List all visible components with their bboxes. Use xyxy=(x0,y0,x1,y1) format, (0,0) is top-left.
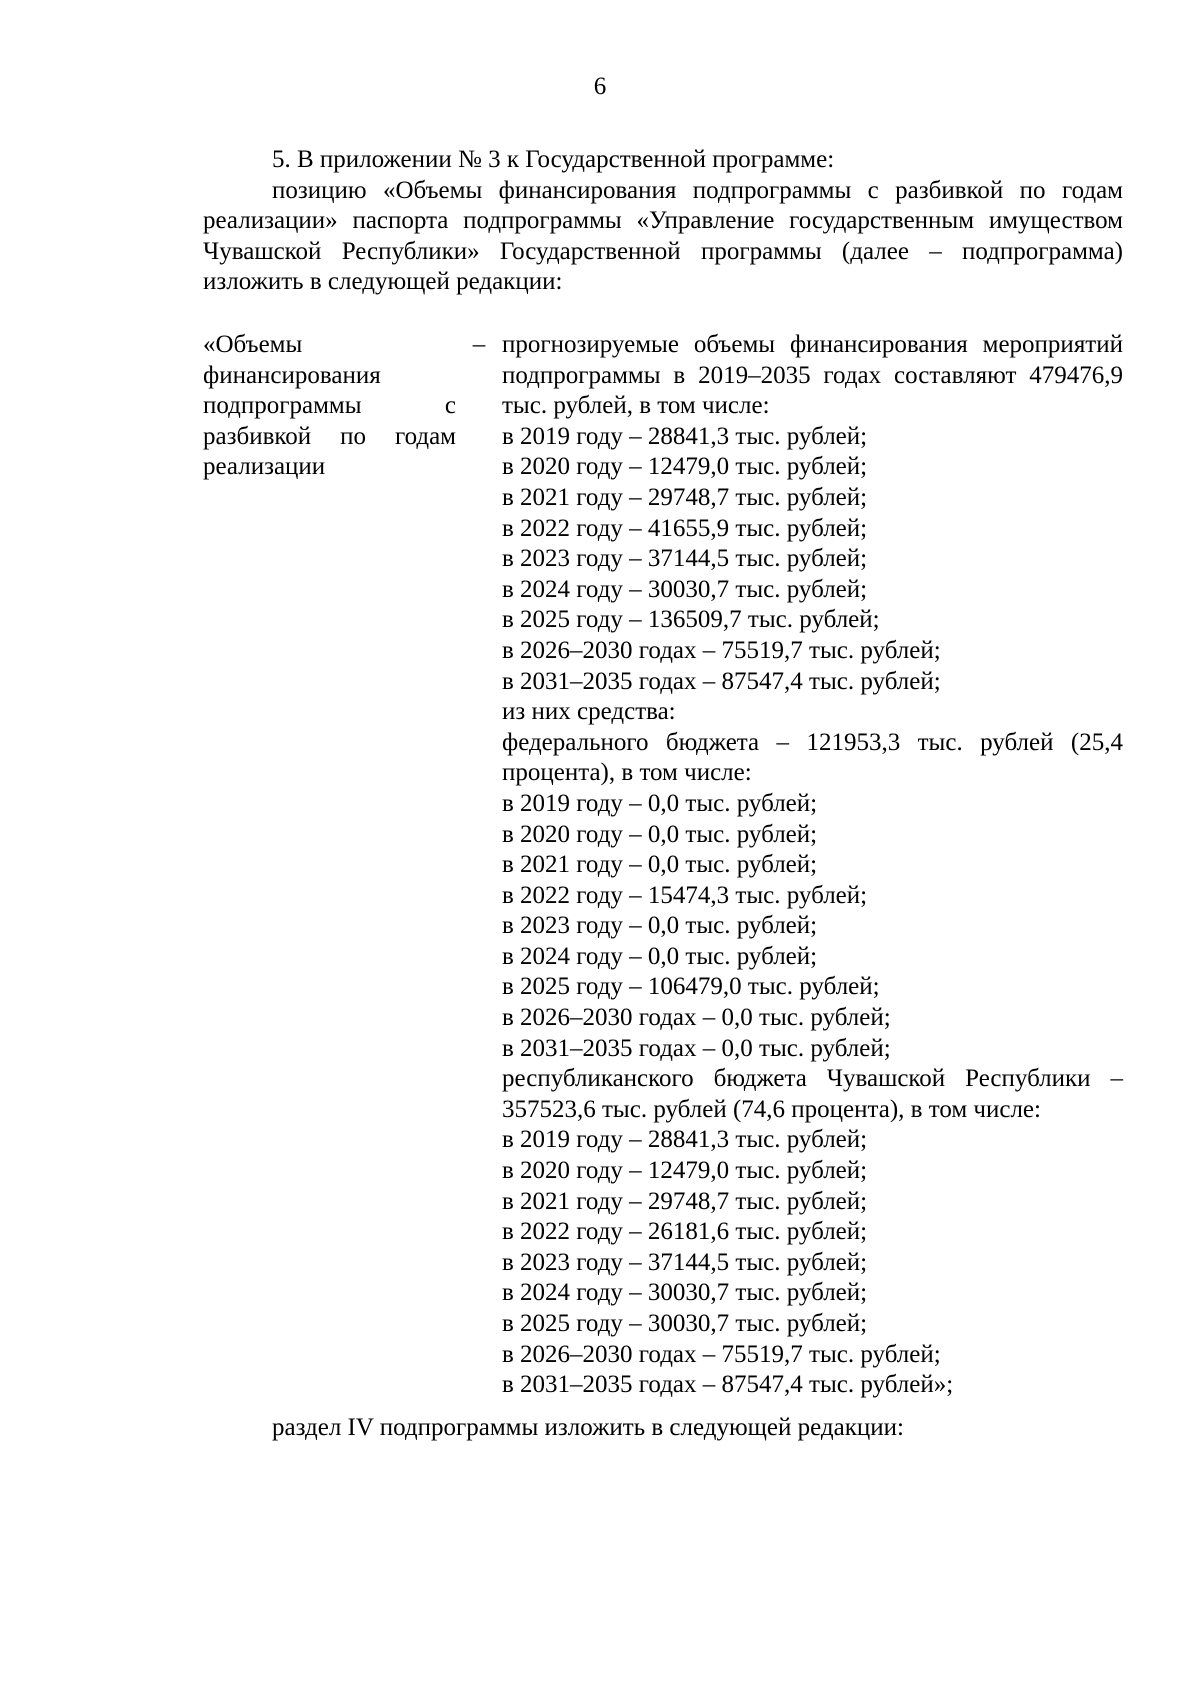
list-item: в 2023 году – 0,0 тыс. рублей; xyxy=(502,912,818,940)
list-item: в 2026–2030 годах – 75519,7 тыс. рублей; xyxy=(502,636,941,664)
list-item: в 2022 году – 26181,6 тыс. рублей; xyxy=(502,1218,868,1246)
list-item: в 2031–2035 годах – 87547,4 тыс. рублей; xyxy=(502,667,941,695)
list-item: в 2022 году – 41655,9 тыс. рублей; xyxy=(502,514,868,542)
list-item: в 2031–2035 годах – 0,0 тыс. рублей; xyxy=(502,1034,891,1062)
passport-content xyxy=(502,330,1123,1401)
list-item: в 2020 году – 0,0 тыс. рублей; xyxy=(502,820,818,848)
total-financing-text: прогнозируемые объемы финансирования мероприятий подпрограммы в 2019–2035 годах составляют 479476,9 тыс. рублей, в том числе: xyxy=(502,331,1123,420)
list-item: в 2021 году – 0,0 тыс. рублей; xyxy=(502,851,818,879)
list-item: в 2025 году – 30030,7 тыс. рублей; xyxy=(502,1310,868,1337)
list-item: в 2031–2035 годах – 87547,4 тыс. рублей»; xyxy=(502,1371,954,1399)
intro-paragraph-1: 5. В приложении № 3 к Государственной программе: xyxy=(272,146,835,173)
outro-paragraph: раздел IV подпрограммы изложить в следующей редакции: xyxy=(272,1414,904,1441)
list-item: в 2026–2030 годах – 0,0 тыс. рублей; xyxy=(502,1004,891,1032)
list-item: в 2019 году – 28841,3 тыс. рублей; xyxy=(502,1126,868,1154)
list-item: в 2019 году – 0,0 тыс. рублей; xyxy=(502,789,818,817)
intro-section xyxy=(203,145,1123,298)
list-item: в 2025 году – 106479,0 тыс. рублей; xyxy=(502,973,880,1001)
page-number: 6 xyxy=(593,73,607,100)
list-item: в 2021 году – 29748,7 тыс. рублей; xyxy=(502,1187,868,1215)
list-item: в 2024 году – 30030,7 тыс. рублей; xyxy=(502,575,868,603)
passport-dash: – xyxy=(472,331,486,358)
from-them-label: из них средства: xyxy=(502,698,676,726)
list-item: в 2023 году – 37144,5 тыс. рублей; xyxy=(502,545,868,573)
list-item: в 2021 году – 29748,7 тыс. рублей; xyxy=(502,483,868,511)
list-item: в 2023 году – 37144,5 тыс. рублей; xyxy=(502,1248,868,1276)
passport-label: «Объемы финансирования подпрограммы с разбивкой по годам реализации xyxy=(203,331,456,481)
list-item: в 2025 году – 136509,7 тыс. рублей; xyxy=(502,606,880,634)
list-item: в 2026–2030 годах – 75519,7 тыс. рублей; xyxy=(502,1340,941,1368)
intro-paragraph-2: позицию «Объемы финансирования подпрограммы с разбивкой по годам реализации» паспорта подпрограммы «Управление государственным имуществом Чувашской Республики» Государственной программы (далее – подпрограмма) изложить в следующей редакции: xyxy=(203,176,1123,296)
list-item: в 2024 году – 30030,7 тыс. рублей; xyxy=(502,1279,868,1307)
list-item: в 2024 году – 0,0 тыс. рублей; xyxy=(502,942,818,970)
list-item: в 2022 году – 15474,3 тыс. рублей; xyxy=(502,881,868,909)
federal-budget-text: федерального бюджета – 121953,3 тыс. рублей (25,4 процента), в том числе: xyxy=(502,728,1123,787)
list-item: в 2020 году – 12479,0 тыс. рублей; xyxy=(502,453,868,481)
list-item: в 2020 году – 12479,0 тыс. рублей; xyxy=(502,1157,868,1185)
republic-budget-text: республиканского бюджета Чувашской Республики – 357523,6 тыс. рублей (74,6 процента), в том числе: xyxy=(502,1065,1123,1123)
passport-position xyxy=(203,330,1123,1401)
list-item: в 2019 году – 28841,3 тыс. рублей; xyxy=(502,422,868,450)
